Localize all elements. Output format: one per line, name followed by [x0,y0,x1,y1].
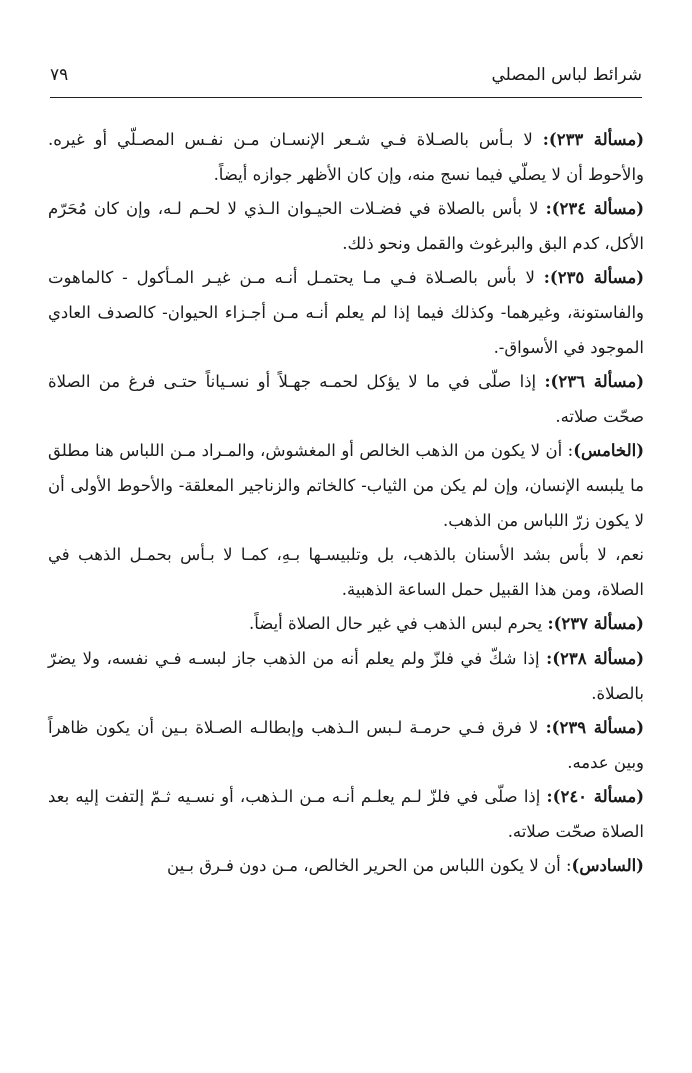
masala-number: (مسألة ٢٣٤): [545,199,644,219]
paragraph-masala-240 [48,780,644,849]
paragraph-gold-exceptions [48,538,644,607]
paragraph-text: إذا شكّ في فلزّ ولم يعلم أنه من الذهب جاز لبسـه فـي نفسه، ولا يضرّ بالصلاة. [48,648,644,703]
paragraph-text: إذا صلّى في فلزّ لـم يعلـم أنـه مـن الـذهب، أو نسـيه ثـمّ إلتفت إليه بعد الصلاة صحّت صلاته. [48,787,644,841]
paragraph-text: نعم، لا بأس بشد الأسنان بالذهب، بل وتلبيسـها بـهِ، كمـا لا بـأس بحمـل الذهب في الصلاة، ومن هذا القبيل حمل الساعة الذهبية. [48,545,644,599]
paragraph-text: : أن لا يكون اللباس من الحرير الخالص، مـن دون فـرق بـين [167,856,572,876]
page-header [50,60,642,96]
masala-number: (مسألة ٢٣٨): [546,648,645,668]
masala-number: (مسألة ٢٣٣): [542,130,644,149]
paragraph-masala-233 [48,123,644,192]
paragraph-masala-234 [48,192,644,261]
section-heading: (السادس) [571,856,644,876]
paragraph-condition-fifth [48,434,644,538]
masala-number: (مسألة ٢٣٩): [545,718,645,738]
paragraph-masala-235 [48,261,644,365]
paragraph-text: لا بأس بالصـلاة فـي مـا يحتمـل أنـه مـن غيـر المـأكول - كالماهوت والفاستونة، وغيرهما- وكذلك فيما إذا لم يعلم أنـه مـن أجـزاء الحيوان- كالصدف العادي الموجود في الأسواق-. [48,268,644,357]
paragraph-text: إذا صلّى في ما لا يؤكل لحمـه جهـلاً أو نسـياناً حتـى فرغ من الصلاة صحّت صلاته. [48,372,644,426]
masala-number: (مسألة ٢٣٦): [544,372,645,392]
paragraph-text: لا فرق فـي حرمـة لـبس الـذهب وإبطالـه الصـلاة بـين أن يكون ظاهراً وبين عدمه. [48,718,644,772]
paragraph-masala-237 [48,607,644,642]
paragraph-text: يحرم لبس الذهب في غير حال الصلاة أيضاً. [249,614,548,634]
paragraph-masala-236 [48,365,644,434]
masala-number: (مسألة ٢٣٧): [547,614,644,634]
paragraph-text: لا بأس بالصلاة في فضـلات الحيـوان الـذي لا لحـم لـه، وإن كان مُحَرّم الأكل، كدم البق والبرغوث والقمل ونحو ذلك. [48,199,644,253]
paragraph-masala-239 [48,711,644,780]
header-rule [50,97,642,98]
page-body [48,123,644,884]
paragraph-text: : أن لا يكون من الذهب الخالص أو المغشوش، والمـراد مـن اللباس هنا مطلق ما يلبسه الإنسان، وإن لم يكن من الثياب- كالخاتم والزناجير المعلقة- والأحوط الأولى أن لا يكون زرّ اللباس من الذهب. [48,441,644,530]
masala-number: (مسألة ٢٣٥): [543,268,644,288]
paragraph-masala-238 [48,642,644,711]
section-heading: (الخامس) [573,441,644,461]
masala-number: (مسألة ٢٤٠): [546,787,645,807]
running-title: شرائط لباس المصلي [491,65,642,85]
page-number: ٧٩ [50,65,69,85]
paragraph-text: لا بـأس بالصـلاة فـي شـعر الإنسـان مـن نفـس المصـلّي أو غيره. والأحوط أن لا يصلّي فيما نسج منه، وإن كان الأظهر جوازه أيضاً. [48,130,644,184]
paragraph-condition-sixth [48,849,644,884]
